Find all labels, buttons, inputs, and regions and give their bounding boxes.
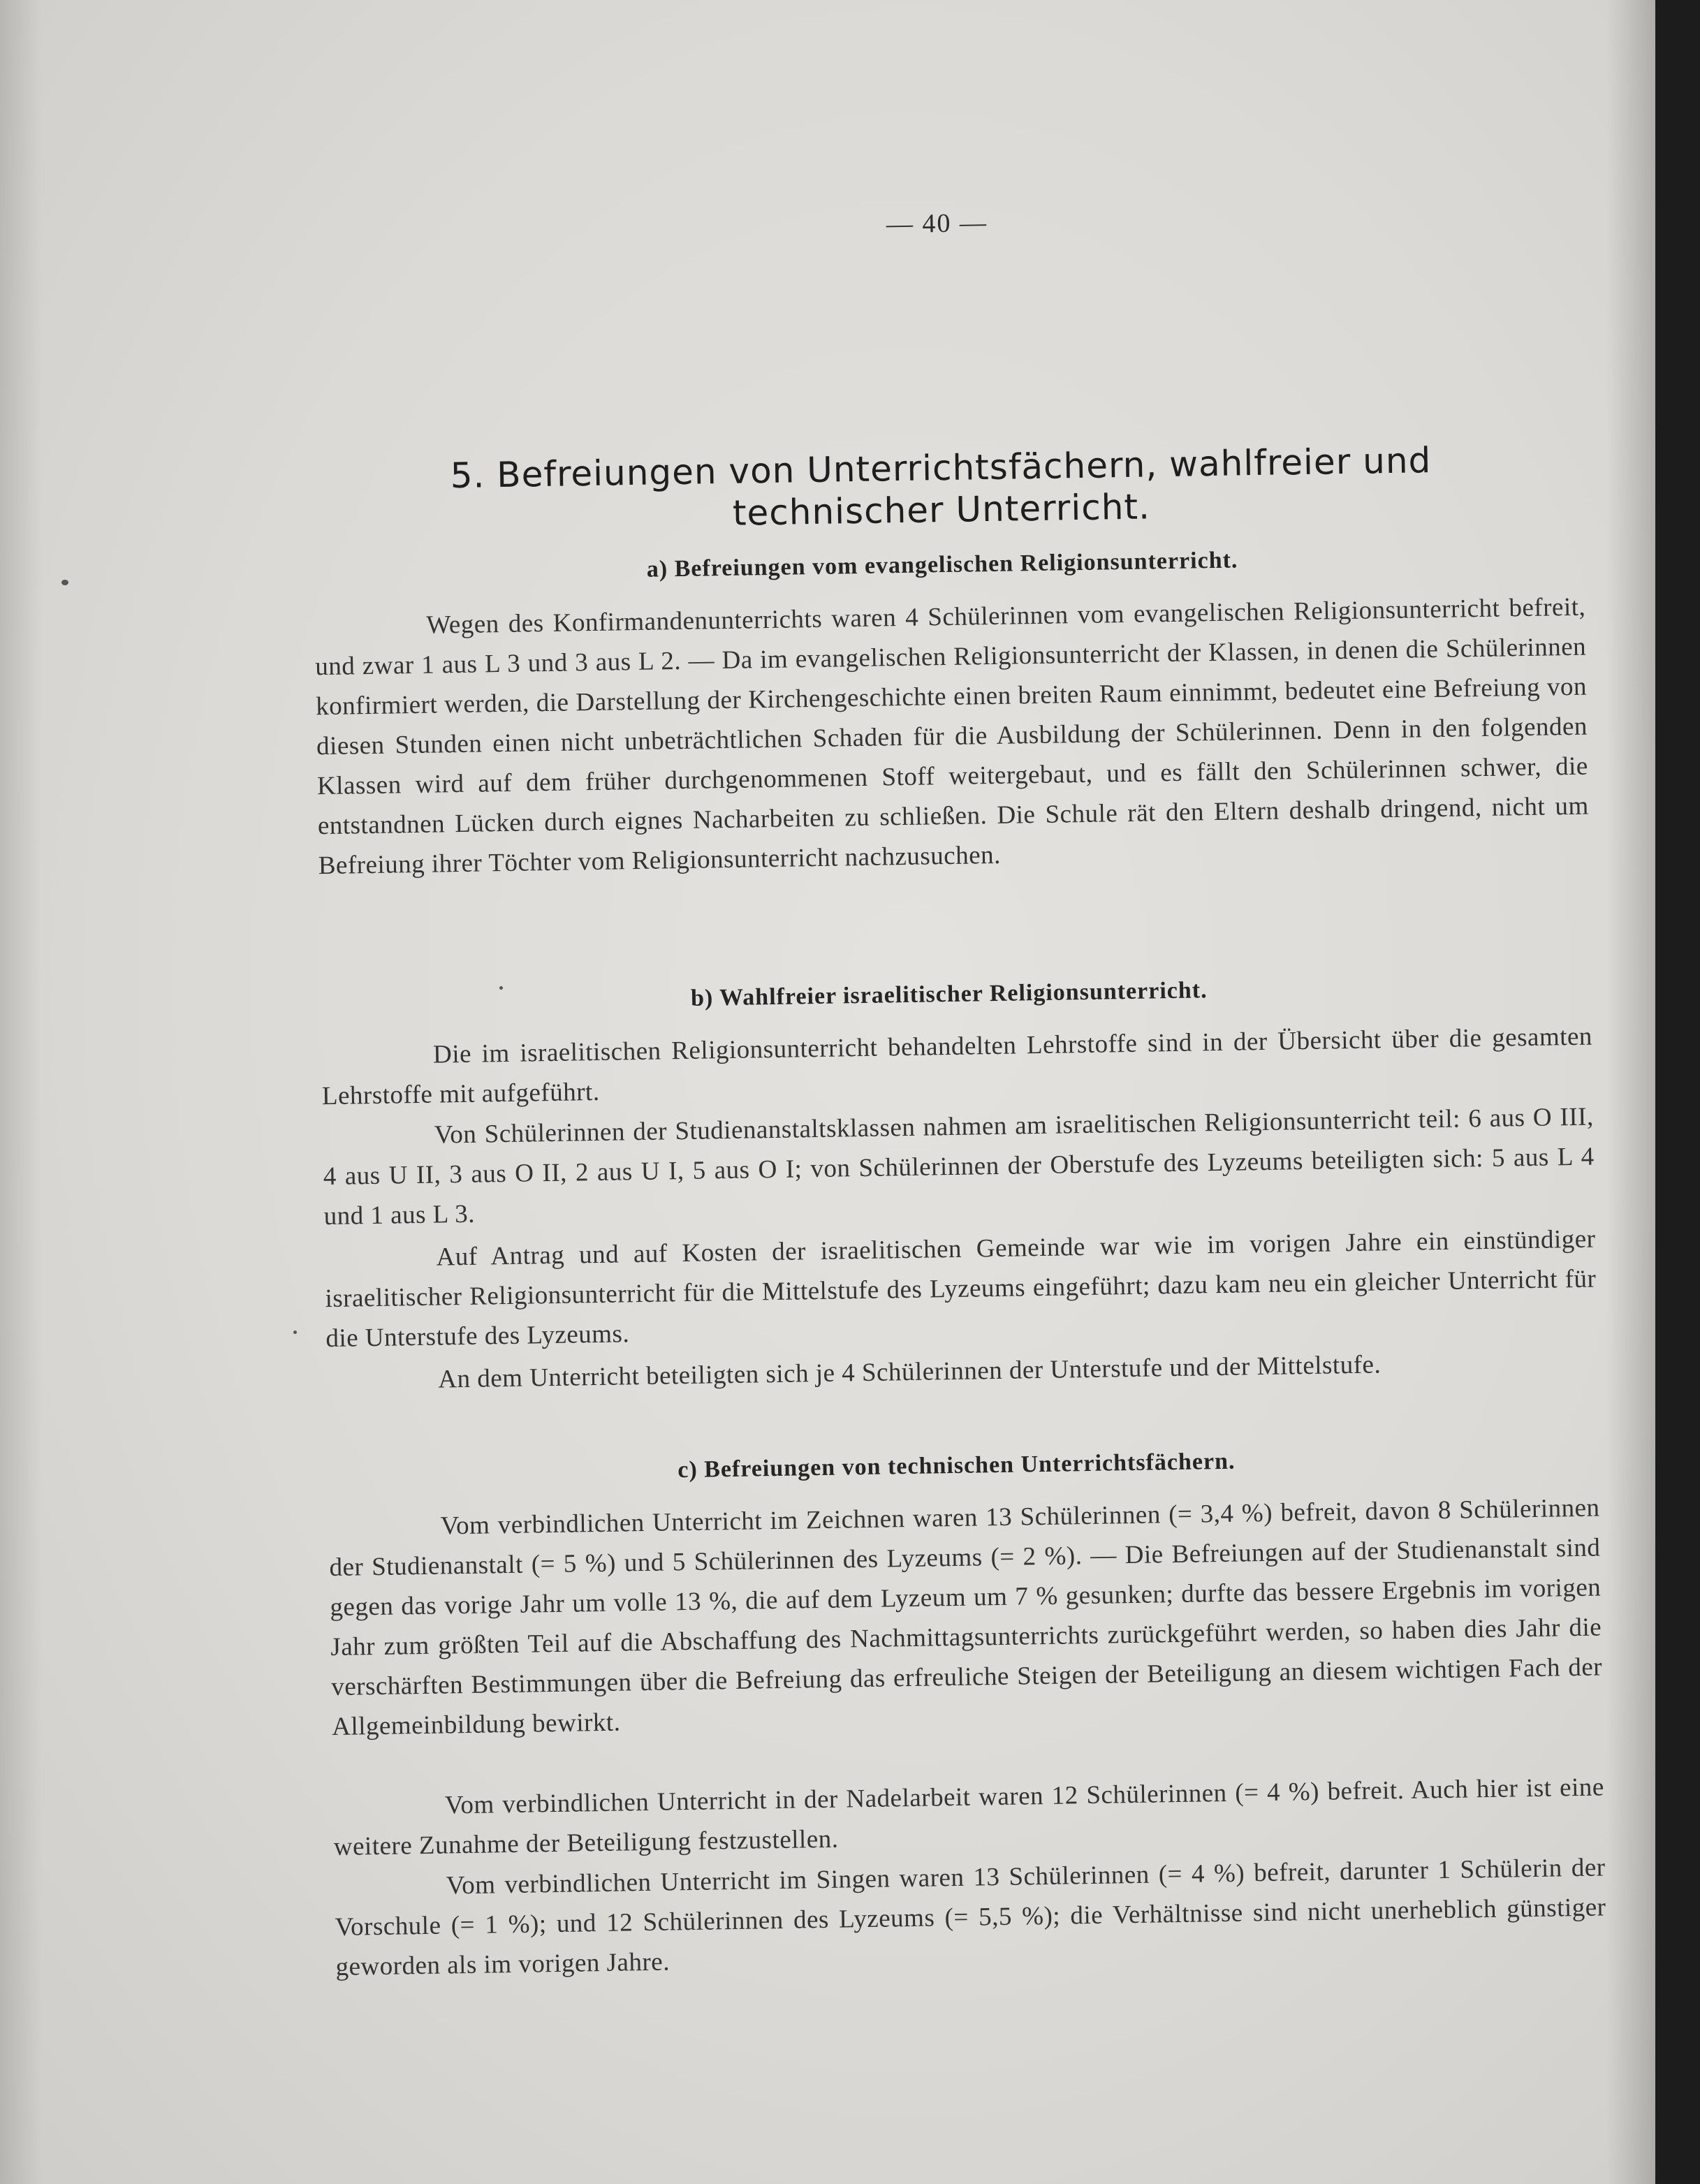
scan-speck [293,1331,297,1334]
paragraph-b-2: Von Schülerinnen der Studienanstaltsklassen nahmen am israelitischen Religionsunterricht teil: 6 aus O III, 4 aus U II, 3 aus O II, 2 aus U I, 5 aus O I; von Schülerinnen der Oberstufe des Lyzeums beteiligten sich: 5 aus L 4 und 1 aus L 3. [323,1102,1595,1231]
section-title-line-1: 5. Befreiungen von Unterrichtsfächern, wahlfreier und [450,440,1432,497]
paragraph-c-2: Vom verbindlichen Unterricht in der Nadelarbeit waren 12 Schülerinnen (= 4 %) befreit. Auch hier ist eine weitere Zunahme der Beteiligung festzustellen. [333,1773,1605,1861]
paragraph-a-1: Wegen des Konfirmandenunterrichts waren 4 Schülerinnen vom evangelischen Religionsunterricht befreit, und zwar 1 aus L 3 und 3 aus L 2. — Da im evangelischen Religionsunterricht der Klassen, in denen die Schülerinnen konfirmiert werden, die Darstellung der Kirchengeschichte einen breiten Raum einnimmt, bedeutet eine Befreiung von diesen Stunden einen nicht unbeträchtlichen Schaden für die Ausbildung der Schülerinnen. Denn in den folgenden Klassen wird auf dem früher durchgenommenen Stoff weitergebaut, und es fällt den Schülerinnen schwer, die entstandnen Lücken durch eignes Nacharbeiten zu schließen. Die Schule rät den Eltern deshalb dringend, nicht um Befreiung ihrer Töchter vom Religionsunterricht nachzusuchen. [315,592,1590,881]
page-number: — 40 — [886,208,988,240]
scan-speck [61,580,68,585]
paragraph-c-1: Vom verbindlichen Unterricht im Zeichnen waren 13 Schülerinnen (= 3,4 %) befreit, davon 8 Schülerinnen der Studienanstalt (= 5 %) und 5 Schülerinnen des Lyzeums (= 2 %). — Die Befreiungen auf der Studienanstalt sind gegen das vorige Jahr um volle 13 %, die auf dem Lyzeum um 7 % gesunken; durfte das bessere Ergebnis im vorigen Jahr zum größten Teil auf die Abschaffung des Nachmittagsunterrichts zurückgeführt werden, so haben dies Jahr die verschärften Bestimmungen über die Befreiung das erfreuliche Steigen der Beteiligung an diesem wichtigen Fach der Allgemeinbildung bewirkt. [329,1493,1603,1742]
binding-shadow [0,0,42,2184]
section-title-line-2: technischer Unterricht. [732,486,1151,534]
page-edge-shadow [1606,0,1655,2184]
paragraph-b-4: An dem Unterricht beteiligten sich je 4 Schülerinnen der Unterstufe und der Mittelstufe. [438,1350,1382,1394]
subsection-heading-c: c) Befreiungen von technischen Unterrichtsfächern. [677,1448,1236,1483]
paragraph-b-3: Auf Antrag und auf Kosten der israelitischen Gemeinde war wie im vorigen Jahre ein einstündiger israelitischer Religionsunterricht für die Mittelstufe des Lyzeums eingeführt; dazu kam neu ein gleicher Unterricht für die Unterstufe des Lyzeums. [325,1224,1597,1354]
page-content [305,0,1606,1981]
paragraph-b-1: Die im israelitischen Religionsunterricht behandelten Lehrstoffe sind in der Übersicht über die gesamten Lehrstoffe mit aufgeführt. [321,1022,1593,1111]
subsection-heading-a: a) Befreiungen vom evangelischen Religionsunterricht. [646,547,1238,582]
subsection-heading-b: b) Wahlfreier israelitischer Religionsunterricht. [690,977,1208,1011]
paragraph-c-3: Vom verbindlichen Unterricht im Singen waren 13 Schülerinnen (= 4 %) befreit, darunter 1 Schülerin der Vorschule (= 1 %); und 12 Schülerinnen des Lyzeums (= 5,5 %); die Verhältnisse sind nicht unerheblich günstiger geworden als im vorigen Jahre. [335,1853,1606,1981]
section-title [312,437,1571,541]
